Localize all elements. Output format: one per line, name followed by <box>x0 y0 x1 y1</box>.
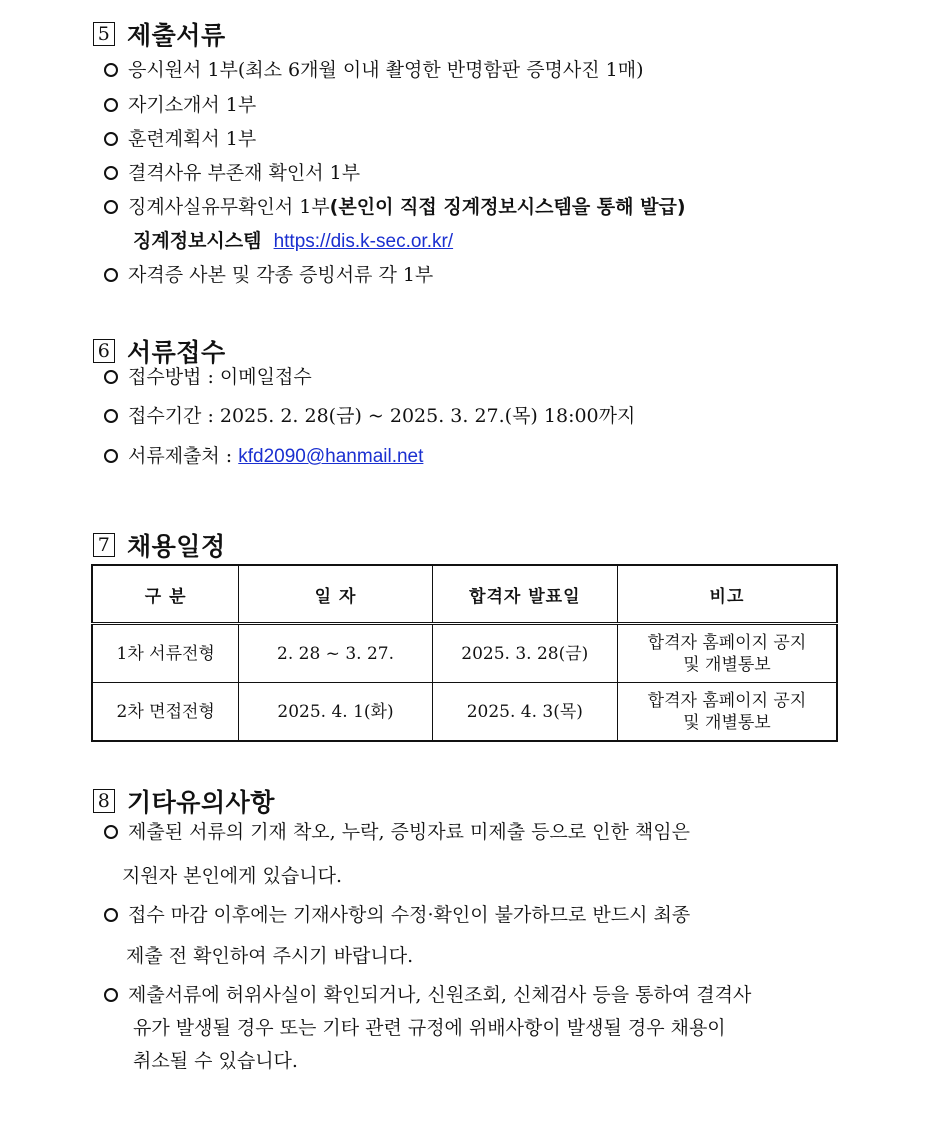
cell-stage: 1차 서류전형 <box>92 624 239 683</box>
header-date: 일 자 <box>239 565 432 624</box>
section-title: 서류접수 <box>127 338 226 367</box>
circle-bullet-icon <box>104 132 118 146</box>
list-item-period: 접수기간 : 2025. 2. 28(금) ~ 2025. 3. 27.(목) 18:00까지 <box>104 402 910 430</box>
list-item: 훈련계획서 1부 <box>104 125 910 153</box>
discipline-note-bold: (본인이 직접 징계정보시스템을 통해 발급) <box>329 196 686 218</box>
circle-bullet-icon <box>104 988 118 1002</box>
table-row <box>92 624 837 683</box>
notice-continuation: 유가 발생될 경우 또는 기타 관련 규정에 위배사항이 발생될 경우 채용이 <box>133 1017 726 1039</box>
notice-item: 제출된 서류의 기재 착오, 누락, 증빙자료 미제출 등으로 인한 책임은 <box>104 818 910 846</box>
circle-bullet-icon <box>104 908 118 922</box>
system-url-link[interactable]: https://dis.k-sec.or.kr/ <box>273 231 454 252</box>
section-number-box: 6 <box>93 339 115 363</box>
section-number-box: 8 <box>93 789 115 813</box>
section-number-box: 5 <box>93 22 115 46</box>
cell-date: 2. 28 ~ 3. 27. <box>239 624 432 683</box>
notice-item: 접수 마감 이후에는 기재사항의 수정·확인이 불가하므로 반드시 최종 <box>104 901 910 929</box>
section-7-heading <box>93 527 226 563</box>
system-label: 징계정보시스템 <box>133 230 262 252</box>
section-number-box: 7 <box>93 533 115 557</box>
circle-bullet-icon <box>104 200 118 214</box>
header-stage: 구 분 <box>92 565 239 624</box>
table-row <box>92 683 837 742</box>
circle-bullet-icon <box>104 825 118 839</box>
cell-date: 2025. 4. 1(화) <box>239 683 432 742</box>
header-note: 비고 <box>617 565 837 624</box>
cell-announce: 2025. 3. 28(금) <box>432 624 617 683</box>
list-item: 자격증 사본 및 각종 증빙서류 각 1부 <box>104 261 910 289</box>
section-8-heading <box>93 783 275 819</box>
list-item-discipline: 징계사실유무확인서 1부(본인이 직접 징계정보시스템을 통해 발급) <box>104 193 910 221</box>
cell-note: 합격자 홈페이지 공지 및 개별통보 <box>617 683 837 742</box>
notice-continuation: 지원자 본인에게 있습니다. <box>122 865 343 887</box>
circle-bullet-icon <box>104 409 118 423</box>
circle-bullet-icon <box>104 63 118 77</box>
list-item-method: 접수방법 : 이메일접수 <box>104 363 910 391</box>
circle-bullet-icon <box>104 268 118 282</box>
notice-continuation: 취소될 수 있습니다. <box>133 1050 298 1072</box>
list-item: 결격사유 부존재 확인서 1부 <box>104 159 910 187</box>
header-announce: 합격자 발표일 <box>432 565 617 624</box>
email-link[interactable]: kfd2090@hanmail.net <box>238 446 424 467</box>
list-item-submit: 서류제출처 : kfd2090@hanmail.net <box>104 442 910 471</box>
notice-item: 제출서류에 허위사실이 확인되거나, 신원조회, 신체검사 등을 통하여 결격사 <box>104 981 910 1009</box>
table-header-row <box>92 565 837 624</box>
section-title: 제출서류 <box>127 21 226 50</box>
section-title: 기타유의사항 <box>127 788 275 817</box>
circle-bullet-icon <box>104 98 118 112</box>
circle-bullet-icon <box>104 370 118 384</box>
discipline-system-line <box>133 227 453 256</box>
circle-bullet-icon <box>104 166 118 180</box>
cell-stage: 2차 면접전형 <box>92 683 239 742</box>
list-item: 자기소개서 1부 <box>104 91 910 119</box>
section-title: 채용일정 <box>127 532 226 561</box>
list-item: 응시원서 1부(최소 6개월 이내 촬영한 반명함판 증명사진 1매) <box>104 56 910 84</box>
cell-announce: 2025. 4. 3(목) <box>432 683 617 742</box>
schedule-table <box>91 564 838 742</box>
notice-continuation: 제출 전 확인하여 주시기 바랍니다. <box>126 945 414 967</box>
cell-note: 합격자 홈페이지 공지 및 개별통보 <box>617 624 837 683</box>
section-5-heading <box>93 16 226 52</box>
circle-bullet-icon <box>104 449 118 463</box>
